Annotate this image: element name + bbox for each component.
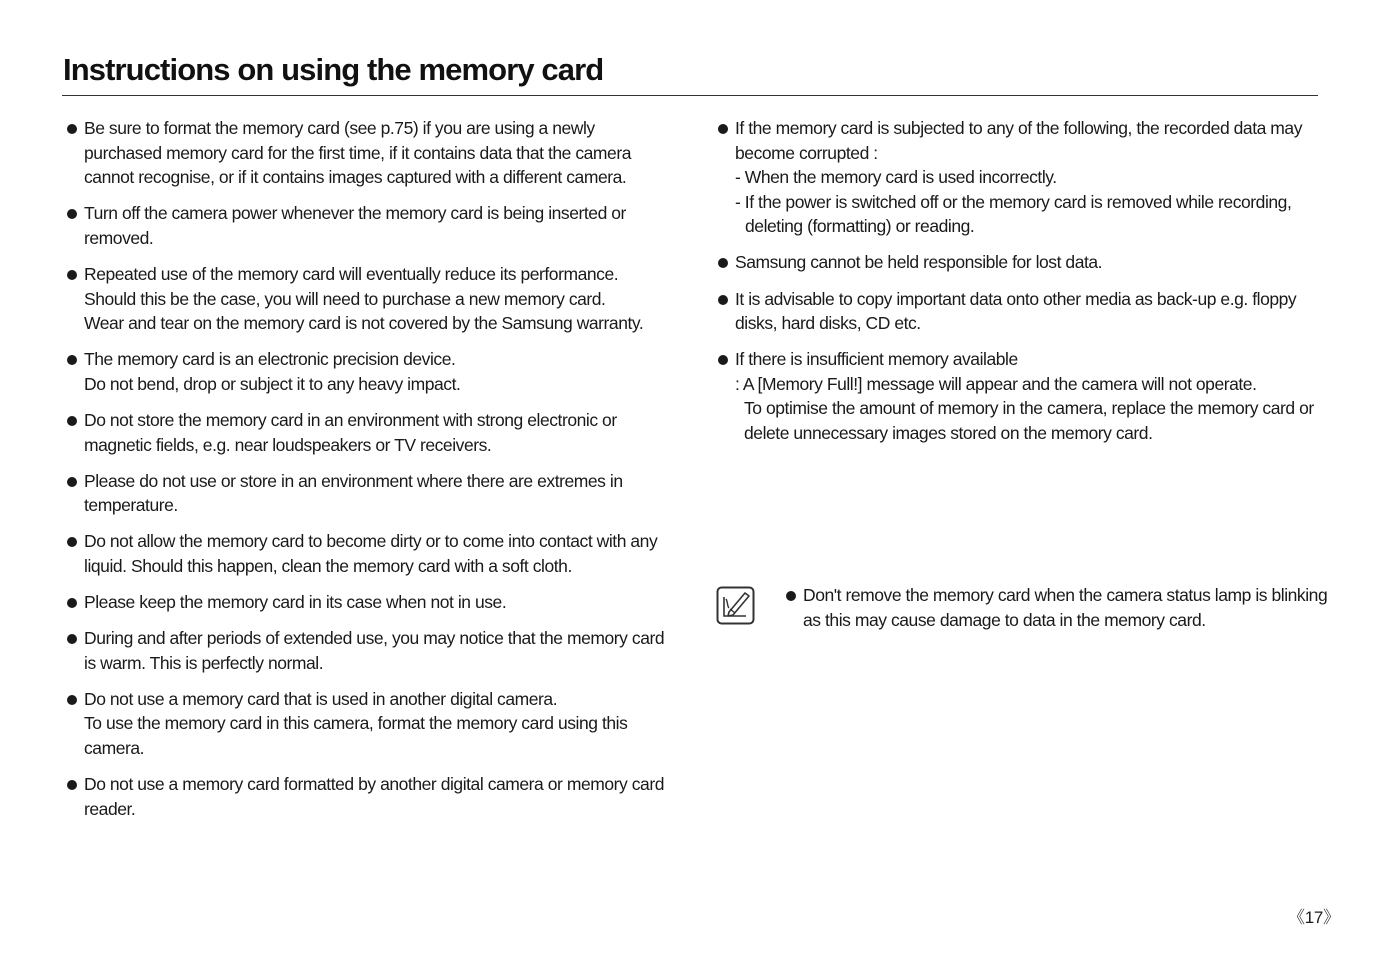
list-item bbox=[714, 347, 1324, 445]
bullet-icon bbox=[67, 537, 77, 547]
list-item bbox=[63, 201, 663, 250]
list-item bbox=[714, 287, 1324, 336]
list-item-line: magnetic fields, e.g. near loudspeakers or TV receivers. bbox=[84, 434, 492, 455]
sub-item: To optimise the amount of memory in the camera, replace the memory card or bbox=[744, 398, 1314, 419]
list-item-line: Do not bend, drop or subject it to any heavy impact. bbox=[84, 373, 461, 394]
bullet-icon bbox=[67, 270, 77, 280]
bullet-icon bbox=[67, 634, 77, 644]
bullet-icon bbox=[67, 209, 77, 219]
list-item bbox=[714, 250, 1324, 275]
list-item-line: purchased memory card for the first time, if it contains data that the camera bbox=[84, 142, 631, 163]
sub-item: : A [Memory Full!] message will appear and the camera will not operate. bbox=[735, 373, 1257, 394]
right-column bbox=[714, 116, 1324, 457]
list-item bbox=[714, 116, 1324, 239]
bullet-icon bbox=[718, 355, 728, 365]
list-item-line: Repeated use of the memory card will eventually reduce its performance. bbox=[84, 263, 619, 284]
list-item-line: If the memory card is subjected to any of the following, the recorded data may bbox=[735, 118, 1303, 138]
sub-item: - When the memory card is used incorrectly. bbox=[735, 167, 1057, 188]
list-item bbox=[63, 469, 663, 518]
note-box bbox=[782, 583, 1342, 644]
note-line: Don't remove the memory card when the camera status lamp is blinking bbox=[803, 585, 1328, 605]
list-item-line: Do not store the memory card in an environment with strong electronic or bbox=[84, 409, 617, 430]
list-item bbox=[63, 116, 663, 190]
list-item-line: Please do not use or store in an environment where there are extremes in bbox=[84, 470, 623, 491]
bullet-icon bbox=[67, 124, 77, 134]
list-item bbox=[63, 529, 663, 578]
bullet-icon bbox=[67, 695, 77, 705]
list-item-line: Turn off the camera power whenever the memory card is being inserted or bbox=[84, 203, 626, 224]
bullet-icon bbox=[718, 258, 728, 268]
list-item-line: Be sure to format the memory card (see p.75) if you are using a newly bbox=[84, 118, 595, 138]
note-pencil-icon bbox=[716, 586, 755, 625]
note-line: as this may cause damage to data in the memory card. bbox=[803, 609, 1206, 630]
note-item bbox=[782, 583, 1342, 632]
page-number: 《17》 bbox=[1288, 908, 1340, 927]
list-item-line: Wear and tear on the memory card is not covered by the Samsung warranty. bbox=[84, 313, 644, 334]
list-item-line: During and after periods of extended use, you may notice that the memory card bbox=[84, 628, 665, 649]
list-item bbox=[63, 687, 663, 761]
list-item-line: The memory card is an electronic precision device. bbox=[84, 349, 456, 370]
list-item bbox=[63, 347, 663, 396]
list-item-line: liquid. Should this happen, clean the memory card with a soft cloth. bbox=[84, 555, 572, 576]
list-item bbox=[63, 626, 663, 675]
bullet-icon bbox=[786, 591, 796, 601]
list-item-line: Samsung cannot be held responsible for lost data. bbox=[735, 252, 1103, 273]
list-item bbox=[63, 408, 663, 457]
list-item-line: removed. bbox=[84, 227, 154, 248]
list-item-line: camera. bbox=[84, 737, 145, 758]
list-item-line: If there is insufficient memory available bbox=[735, 349, 1018, 370]
list-item bbox=[63, 772, 663, 821]
list-item bbox=[63, 590, 663, 615]
bullet-icon bbox=[67, 598, 77, 608]
sub-item: - If the power is switched off or the memory card is removed while recording, bbox=[735, 191, 1292, 212]
list-item bbox=[63, 262, 663, 336]
list-item-line: disks, hard disks, CD etc. bbox=[735, 313, 921, 334]
bullet-icon bbox=[67, 416, 77, 426]
page-title: Instructions on using the memory card bbox=[63, 52, 604, 87]
bullet-icon bbox=[67, 477, 77, 487]
bullet-icon bbox=[67, 780, 77, 790]
list-item-line: cannot recognise, or if it contains images captured with a different camera. bbox=[84, 167, 627, 188]
list-item-line: reader. bbox=[84, 798, 136, 819]
list-item-line: Do not use a memory card that is used in another digital camera. bbox=[84, 688, 558, 709]
sub-item: delete unnecessary images stored on the memory card. bbox=[744, 423, 1153, 444]
list-item-line: temperature. bbox=[84, 495, 178, 516]
bullet-icon bbox=[718, 295, 728, 305]
list-item-line: is warm. This is perfectly normal. bbox=[84, 652, 324, 673]
title-rule bbox=[62, 95, 1318, 96]
list-item-line: It is advisable to copy important data onto other media as back-up e.g. floppy bbox=[735, 288, 1297, 309]
list-item-line: Do not allow the memory card to become dirty or to come into contact with any bbox=[84, 531, 658, 552]
sub-item: deleting (formatting) or reading. bbox=[745, 216, 975, 237]
list-item-line: Please keep the memory card in its case when not in use. bbox=[84, 592, 507, 612]
list-item-line: To use the memory card in this camera, format the memory card using this bbox=[84, 713, 628, 734]
bullet-icon bbox=[718, 124, 728, 134]
list-item-line: become corrupted : bbox=[735, 142, 878, 163]
list-item-line: Should this be the case, you will need to purchase a new memory card. bbox=[84, 288, 606, 309]
list-item-line: Do not use a memory card formatted by another digital camera or memory card bbox=[84, 774, 664, 795]
bullet-icon bbox=[67, 355, 77, 365]
left-column bbox=[63, 116, 663, 833]
